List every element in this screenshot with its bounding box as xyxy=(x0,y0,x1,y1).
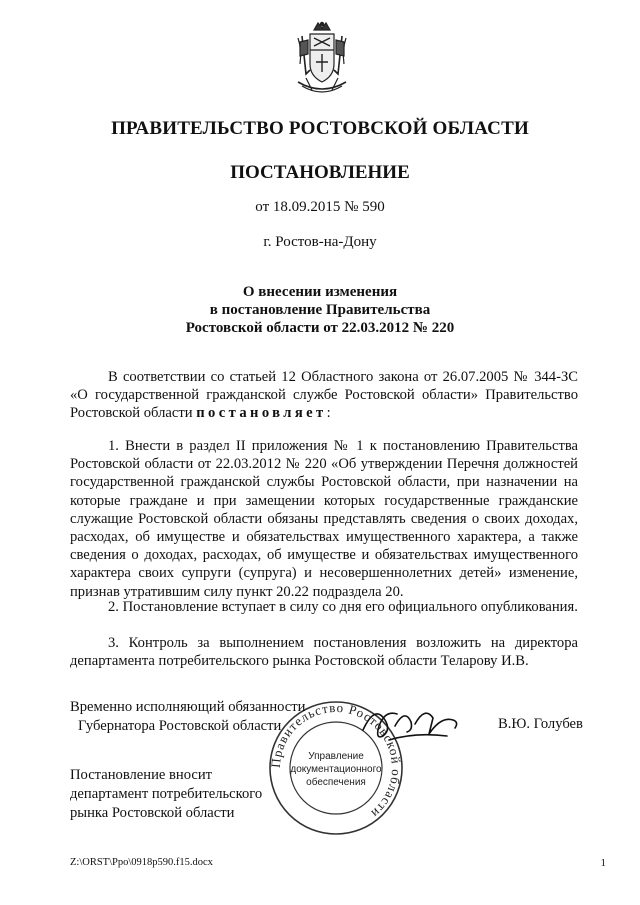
subject-line-3: Ростовской области от 22.03.2012 № 220 xyxy=(185,320,455,336)
signatory-position-line-2: Губернатора Ростовской области xyxy=(78,718,282,734)
signatory-name: В.Ю. Голубев xyxy=(498,716,583,732)
document-type: ПОСТАНОВЛЕНИЕ xyxy=(230,162,410,183)
coat-of-arms-icon xyxy=(292,20,352,100)
signatory-position-line-1: Временно исполняющий обязанности xyxy=(70,699,306,715)
resolves-colon: : xyxy=(326,405,331,422)
stamp-center-line-3: обеспечения xyxy=(306,777,366,788)
submitter-note-line-1: Постановление вносит xyxy=(70,767,213,783)
footer-page-number: 1 xyxy=(600,857,606,869)
government-title: ПРАВИТЕЛЬСТВО РОСТОВСКОЙ ОБЛАСТИ xyxy=(111,118,529,139)
subject-line-1: О внесении изменения xyxy=(242,284,398,300)
resolves-word: постановляет xyxy=(196,405,327,422)
stamp-center-line-1: Управление xyxy=(308,751,364,762)
stamp-center-line-2: документационного xyxy=(290,764,382,775)
item-1-paragraph: 1. Внести в раздел II приложения № 1 к постановлению Правительства Ростовской области от 22.03.2012 № 220 «Об утверждении Перечня должностей государственной гражданской службы Ростовской области, при назначении на которые граждане и при замещении которых государственные гражданские служащие Ростовской области обязаны представлять сведения о своих доходах, расходах, об имуществе и обязательствах имущественного характера, а также сведения о доходах, расходах, об имуществе и обязательствах имущественного характера своих супруги (супруга) и несовершеннолетних детей» изменение, признав утратившим силу пункт 20.22 подраздела 20. xyxy=(70,438,578,600)
item-3-paragraph: 3. Контроль за выполнением постановления возложить на директора департамента потребительского рынка Ростовской области Теларову И.В. xyxy=(70,635,578,670)
document-date-number: от 18.09.2015 № 590 xyxy=(255,199,385,215)
submitter-note-line-2: департамент потребительского xyxy=(70,786,263,802)
preamble-text: В соответствии со статьей 12 Областного закона от 26.07.2005 № 344-ЗС «О государственной гражданской службе Ростовской области» Правительство Ростовской области xyxy=(70,369,578,422)
stamp-ring-text: Правительство Ростовской области xyxy=(267,699,405,822)
footer-file-path: Z:\ORST\Ppo\0918p590.f15.docx xyxy=(70,857,213,868)
submitter-note-line-3: рынка Ростовской области xyxy=(70,805,235,821)
item-2-paragraph: 2. Постановление вступает в силу со дня его официального опубликования. xyxy=(108,599,578,615)
submitter-note xyxy=(70,766,262,823)
handwritten-signature xyxy=(355,696,475,746)
preamble-paragraph xyxy=(70,368,578,423)
signatory-position xyxy=(70,698,305,736)
subject-line-2: в постановление Правительства xyxy=(209,302,431,318)
document-subject xyxy=(70,283,570,337)
document-city: г. Ростов-на-Дону xyxy=(263,234,377,250)
